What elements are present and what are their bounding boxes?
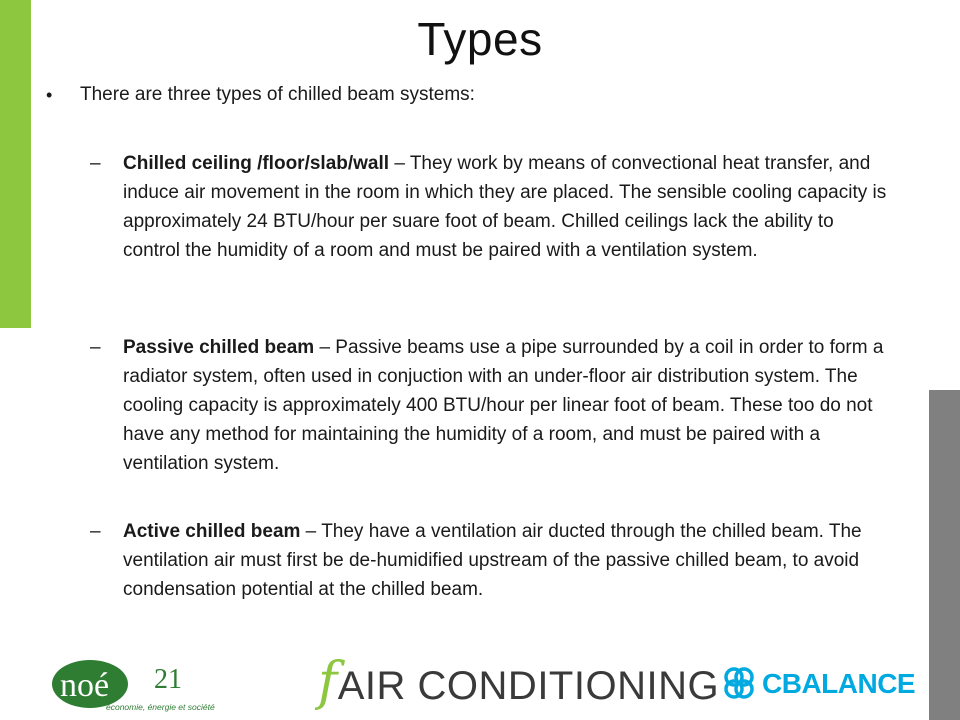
fair-conditioning-logo [318, 652, 719, 712]
footer-logos [0, 650, 960, 720]
slide-title: Types [417, 13, 543, 65]
noe-logo-text: noé [60, 667, 110, 704]
item-term: Passive chilled beam [123, 337, 315, 358]
item-text: – They work by means of convectional heat transfer, and induce air movement in the room in which they are placed. The sensible cooling capacity is approximately 24 BTU/hour per suare foot of beam. Chilled ceilings lack the ability to control the humidity of a room and must be paired with a ventilation system. [123, 153, 887, 261]
item-term: Active chilled beam [123, 521, 301, 542]
item-text: – Passive beams use a pipe surrounded by a coil in order to form a radiator system, often used in conjuction with an under-floor air distribution system. The cooling capacity is approximately 400 BTU/hour per linear foot of beam. These too do not have any method for maintaining the humidity of a room, and must be paired with a ventilation system. [123, 337, 884, 474]
bullet-dot: • [46, 85, 53, 105]
noe21-logo [50, 658, 215, 714]
type-item-chilled-ceiling [90, 149, 890, 265]
type-item-passive-beam [90, 333, 890, 478]
item-text: – They have a ventilation air ducted through the chilled beam. The ventilation air must first be de-humidified upstream of the passive chilled beam, to avoid condensation potential at the chilled beam. [123, 521, 862, 600]
cbalance-mark-icon [722, 666, 756, 700]
item-body [123, 333, 890, 478]
dash-marker: – [90, 337, 101, 358]
item-term: Chilled ceiling /floor/slab/wall [123, 153, 390, 174]
dash-marker: – [90, 153, 101, 174]
noe-logo-tagline: économie, énergie et société [106, 702, 215, 712]
cbalance-logo-text: CBALANCE [762, 668, 916, 699]
item-body [123, 517, 890, 604]
noe-logo-number: 21 [154, 664, 182, 695]
item-body [123, 149, 890, 265]
type-item-active-beam [90, 517, 890, 604]
intro-text: There are three types of chilled beam systems: [80, 84, 475, 105]
fair-logo-f: f [318, 652, 338, 712]
dash-marker: – [90, 521, 101, 542]
fair-logo-text: AIR CONDITIONING [337, 664, 720, 708]
